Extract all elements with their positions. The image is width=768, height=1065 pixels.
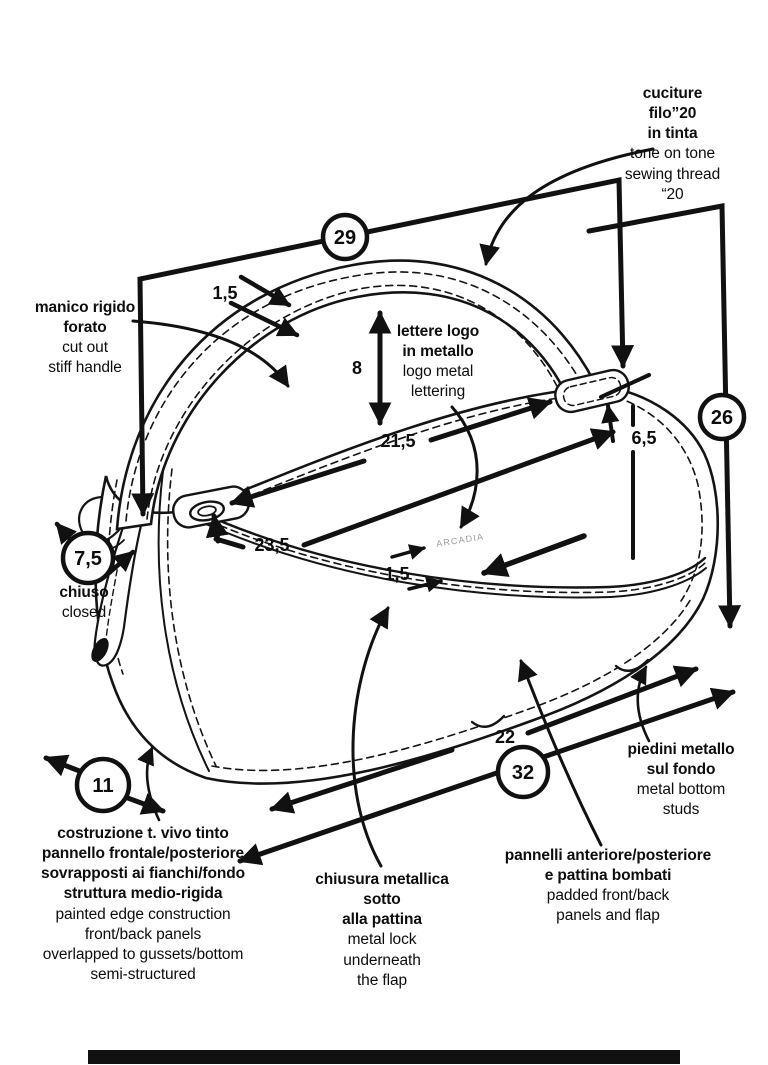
annotation-line: panels and flap (556, 907, 660, 925)
dim-22-value: 22 (494, 727, 516, 747)
annotation-line: semi-structured (90, 965, 196, 983)
dim-65-value: 6,5 (631, 428, 657, 448)
arcadia-logo: ARCADIA (435, 531, 485, 549)
annotation-line: “20 (661, 185, 684, 203)
annotation-line: costruzione t. vivo tinto (57, 825, 229, 842)
annotation-line: alla pattina (342, 911, 422, 929)
dim-8-value: 8 (351, 358, 362, 378)
badge-26-value: 26 (710, 407, 734, 429)
dim-15-mid-value: 1,5 (384, 564, 410, 584)
annotation-line: front/back panels (84, 925, 202, 943)
annotation-line: piedini metallo (627, 741, 735, 758)
annotation-line: pannello frontale/posteriore (41, 845, 245, 863)
leader-piedini (638, 667, 649, 741)
badge-29-value: 29 (333, 227, 357, 249)
annotation-line: logo metal (402, 363, 474, 381)
annotation-manico (10, 298, 160, 379)
dim-235-value: 23,5 (254, 535, 290, 555)
annotation-pannelli (480, 846, 736, 927)
annotation-line: cut out (62, 339, 108, 357)
annotation-line: in metallo (402, 343, 474, 361)
annotation-line: the flap (356, 971, 408, 989)
page-edge-bar (88, 1050, 680, 1064)
annotation-line: lettere logo (396, 323, 480, 340)
annotation-line: pannelli anteriore/posteriore (504, 847, 712, 864)
dim-215-value: 21,5 (380, 431, 416, 451)
annotation-line: tone on tone (630, 145, 715, 163)
annotation-line: padded front/back (546, 887, 670, 905)
dim-11-b (125, 797, 163, 811)
annotation-line: cuciture (642, 85, 703, 102)
annotation-line: chiusura metallica (315, 871, 449, 888)
annotation-line: metal lock (347, 931, 417, 949)
badge-11-value: 11 (92, 775, 114, 797)
annotation-line: sovrapposti ai fianchi/fondo (41, 865, 245, 883)
annotation-line: filo”20 (648, 105, 697, 123)
annotation-line: e pattina bombati (544, 867, 672, 885)
annotation-line: closed (61, 604, 107, 622)
annotation-line: lettering (410, 383, 466, 401)
annotation-line: sul fondo (646, 761, 716, 779)
annotation-lettere (379, 322, 497, 403)
annotation-piedini (602, 740, 760, 821)
annotation-line: sotto (363, 891, 401, 909)
annotation-line: chiuso (59, 584, 109, 601)
annotation-line: struttura medio-rigida (63, 885, 223, 903)
badge-32-value: 32 (511, 762, 535, 784)
annotation-chiuso (34, 583, 134, 623)
annotation-line: stiff handle (48, 359, 122, 377)
annotation-line: manico rigido (34, 299, 136, 316)
dim-11-a (46, 758, 82, 772)
annotation-line: forato (63, 319, 107, 337)
annotation-costruzione (12, 824, 274, 985)
annotation-line: metal bottom (636, 781, 726, 799)
badge-75-value: 7,5 (74, 548, 102, 570)
annotation-line: studs (662, 801, 700, 819)
annotation-line: sewing thread (624, 165, 721, 183)
annotation-chiusura (297, 870, 467, 991)
annotation-line: underneath (343, 951, 421, 969)
annotation-cuciture (595, 84, 750, 205)
annotation-line: painted edge construction (55, 905, 231, 923)
annotation-line: in tinta (647, 125, 698, 143)
dim-15-top-value: 1,5 (212, 283, 238, 303)
annotation-line: overlapped to gussets/bottom (42, 945, 244, 963)
